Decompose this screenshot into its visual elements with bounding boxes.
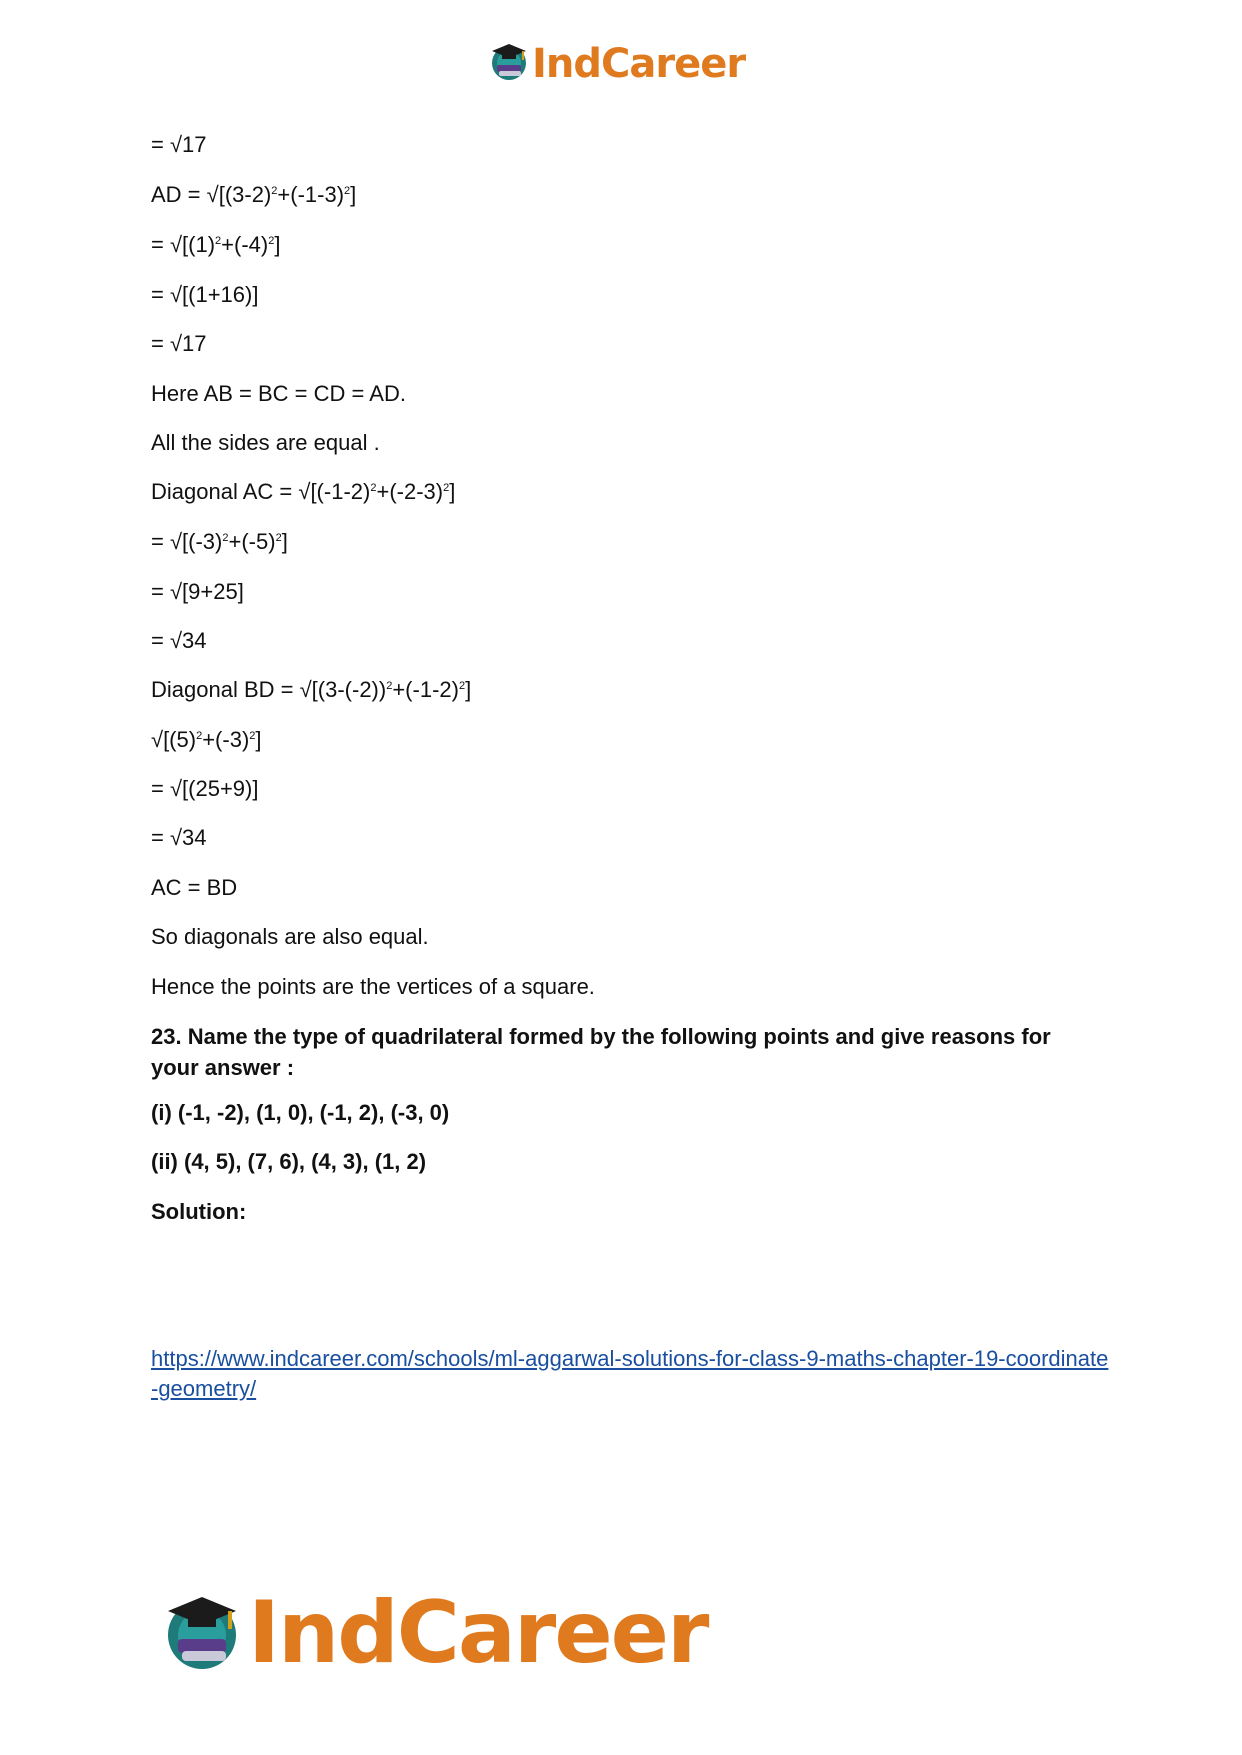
math-line: = √[9+25] [151, 579, 244, 604]
source-link[interactable]: https://www.indcareer.com/schools/ml-aggarwal-solutions-for-class-9-maths-chapter-19-coordinate-geometry/ [151, 1346, 1109, 1401]
math-line: = √17 [151, 132, 207, 157]
header-logo [488, 40, 745, 87]
graduation-cap-book-globe-icon [160, 1589, 244, 1678]
footer-logo [160, 1583, 707, 1683]
math-line: = $√[(-3)^2+(-5)^2]$ [151, 529, 288, 554]
question-text: 23. Name the type of quadrilateral formed by the following points and give reasons for your answer : [151, 1024, 1051, 1080]
math-line: = √[(1+16)] [151, 282, 259, 307]
statement-line: Here AB = BC = CD = AD. [151, 381, 406, 406]
question-part-i: (i) (-1, -2), (1, 0), (-1, 2), (-3, 0) [151, 1100, 450, 1125]
question-part-ii: (ii) (4, 5), (7, 6), (4, 3), (1, 2) [151, 1149, 427, 1174]
graduation-cap-book-globe-icon [488, 40, 530, 87]
math-line: = √34 [151, 825, 207, 850]
math-line: AD = $√[(3-2)^2+(-1-3)^2]$ [151, 182, 357, 207]
math-line: = √34 [151, 628, 207, 653]
math-line: Diagonal AC = $√[(-1-2)^2+(-2-3)^2]$ [151, 479, 456, 504]
solution-label: Solution: [151, 1199, 247, 1224]
statement-line: So diagonals are also equal. [151, 924, 429, 949]
statement-line: AC = BD [151, 875, 238, 900]
brand-name: IndCareer [532, 40, 746, 87]
math-line: Diagonal BD = $√[(3-(-2))^2+(-1-2)^2]$ [151, 677, 472, 702]
math-line: = $√[(1)^2+(-4)^2]$ [151, 232, 281, 257]
brand-name: IndCareer [248, 1583, 708, 1683]
math-line: = √17 [151, 331, 207, 356]
statement-line: Hence the points are the vertices of a square. [151, 974, 595, 999]
statement-line: All the sides are equal . [151, 430, 380, 455]
math-line: = √[(25+9)] [151, 776, 259, 801]
math-line: $√[(5)^2+(-3)^2]$ [151, 727, 262, 752]
